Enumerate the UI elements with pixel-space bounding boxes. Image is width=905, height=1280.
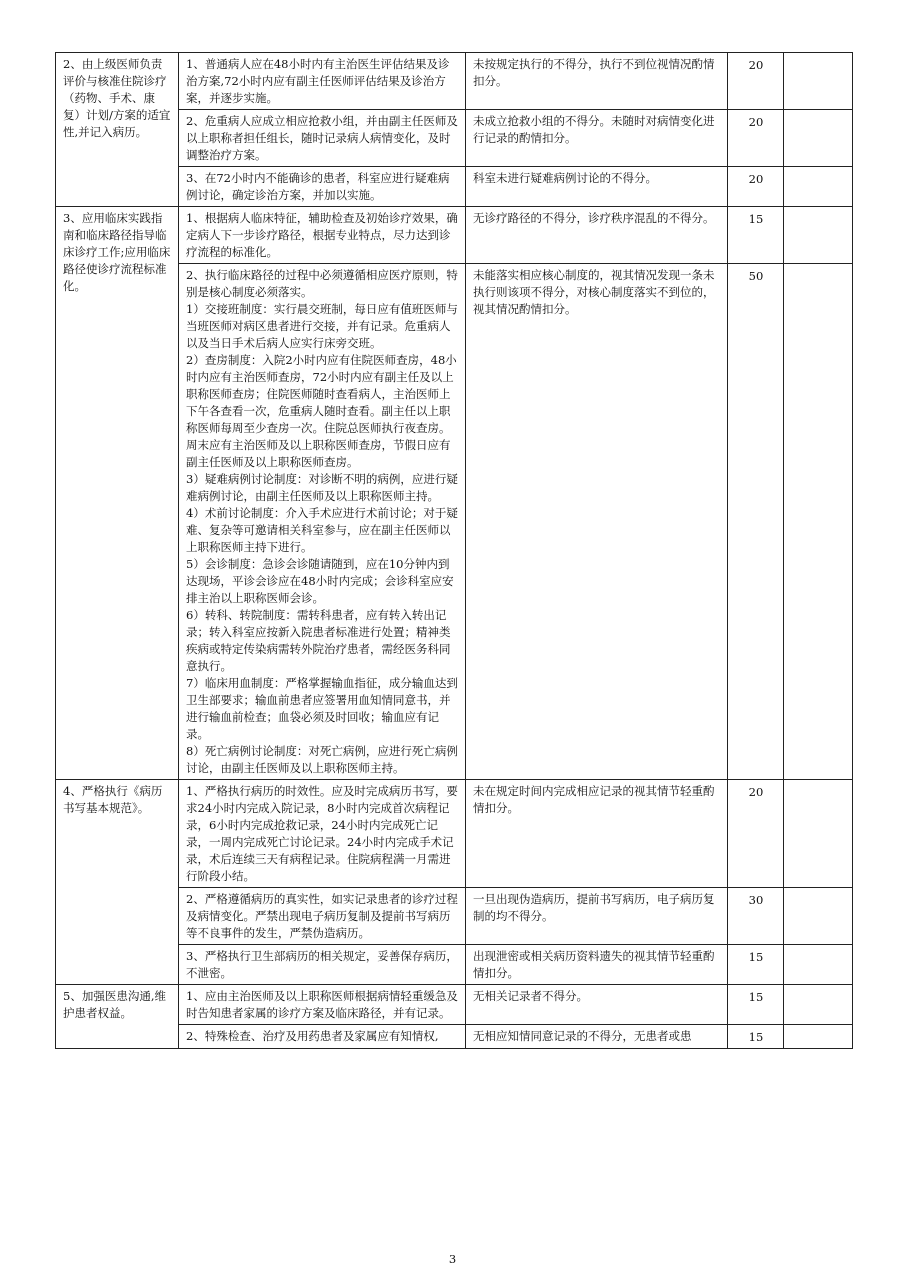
deduction-cell: 未按规定执行的不得分，执行不到位视情况酌情扣分。: [466, 53, 728, 110]
criteria-paragraph: 2）查房制度：入院2小时内应有住院医师查房，48小时内应有主治医师查房，72小时内应有副主任及以上职称医师查房；住院医师随时查看病人，主治医师上下午各查看一次，危重病人随时查看。副主任以上职称医师每周至少查房一次。住院总医师执行夜查房。周末应有主治医师及以上职称医师查房，节假日应有副主任医师及以上职称医师查房。: [186, 353, 457, 469]
criteria-content-cell: [179, 207, 466, 264]
actual-score-cell: [784, 945, 853, 985]
criteria-paragraph: 7）临床用血制度：严格掌握输血指征，成分输血达到卫生部要求；输血前患者应签署用血知情同意书，并进行输血前检查；血袋必须及时回收；输血应有记录。: [186, 676, 458, 741]
criteria-content-cell: [179, 945, 466, 985]
criteria-paragraph: 2、特殊检查、治疗及用药患者及家属应有知情权,: [186, 1029, 439, 1043]
criteria-paragraph: 1、根据病人临床特征，辅助检查及初始诊疗效果，确定病人下一步诊疗路径，根据专业特点，尽力达到诊疗流程的标准化。: [186, 211, 458, 259]
item-cell: 2、由上级医师负责评价与核准住院诊疗（药物、手术、康复）计划/方案的适宜性,并记入病历。: [56, 53, 179, 207]
deduction-cell: 无相应知情同意记录的不得分，无患者或患: [466, 1025, 728, 1049]
table-body: [56, 53, 853, 1049]
table-row: [56, 985, 853, 1025]
actual-score-cell: [784, 264, 853, 780]
score-cell: 15: [728, 1025, 784, 1049]
criteria-paragraph: 4）术前讨论制度：介入手术应进行术前讨论；对于疑难、复杂等可邀请相关科室参与，应在副主任医师以上职称医师主持下进行。: [186, 506, 458, 554]
item-cell: 4、严格执行《病历书写基本规范》。: [56, 780, 179, 985]
criteria-content-cell: [179, 167, 466, 207]
criteria-paragraph: 3、严格执行卫生部病历的相关规定，妥善保存病历，不泄密。: [186, 949, 458, 980]
actual-score-cell: [784, 985, 853, 1025]
criteria-paragraph: 6）转科、转院制度：需转科患者，应有转入转出记录；转入科室应按新入院患者标准进行处置；精神类疾病或特定传染病需转外院治疗患者，需经医务科同意执行。: [186, 608, 451, 673]
criteria-paragraph: 2、执行临床路径的过程中必须遵循相应医疗原则，特别是核心制度必须落实。: [186, 268, 458, 299]
deduction-cell: 未在规定时间内完成相应记录的视其情节轻重酌情扣分。: [466, 780, 728, 888]
page-number: 3: [448, 1252, 457, 1266]
deduction-cell: 未成立抢救小组的不得分。未随时对病情变化进行记录的酌情扣分。: [466, 110, 728, 167]
actual-score-cell: [784, 780, 853, 888]
actual-score-cell: [784, 53, 853, 110]
criteria-paragraph: 3、在72小时内不能确诊的患者，科室应进行疑难病例讨论，确定诊治方案，并加以实施。: [186, 171, 450, 202]
criteria-content-cell: [179, 53, 466, 110]
criteria-paragraph: 5）会诊制度：急诊会诊随请随到，应在10分钟内到达现场，平诊会诊应在48小时内完成；会诊科室应安排主治以上职称医师会诊。: [186, 557, 454, 605]
score-cell: 20: [728, 167, 784, 207]
actual-score-cell: [784, 888, 853, 945]
deduction-cell: 一旦出现伪造病历，提前书写病历，电子病历复制的均不得分。: [466, 888, 728, 945]
table-row: [56, 53, 853, 110]
item-cell: 3、应用临床实践指南和临床路径指导临床诊疗工作;应用临床路径使诊疗流程标准化。: [56, 207, 179, 780]
criteria-paragraph: 1、应由主治医师及以上职称医师根据病情轻重缓急及时告知患者家属的诊疗方案及临床路径，并有记录。: [186, 989, 458, 1020]
criteria-paragraph: 2、严格遵循病历的真实性，如实记录患者的诊疗过程及病情变化。严禁出现电子病历复制及提前书写病历等不良事件的发生，严禁伪造病历。: [186, 892, 458, 940]
item-cell: 5、加强医患沟通,维护患者权益。: [56, 985, 179, 1049]
deduction-cell: 无诊疗路径的不得分，诊疗秩序混乱的不得分。: [466, 207, 728, 264]
actual-score-cell: [784, 167, 853, 207]
table-row: [56, 207, 853, 264]
criteria-paragraph: 3）疑难病例讨论制度：对诊断不明的病例，应进行疑难病例讨论，由副主任医师及以上职称医师主持。: [186, 472, 458, 503]
deduction-cell: 未能落实相应核心制度的，视其情况发现一条未执行则该项不得分，对核心制度落实不到位的，视其情况酌情扣分。: [466, 264, 728, 780]
criteria-content-cell: [179, 1025, 466, 1049]
actual-score-cell: [784, 207, 853, 264]
deduction-cell: 出现泄密或相关病历资料遗失的视其情节轻重酌情扣分。: [466, 945, 728, 985]
score-cell: 20: [728, 53, 784, 110]
evaluation-table: [55, 52, 853, 1049]
score-cell: 15: [728, 985, 784, 1025]
score-cell: 20: [728, 780, 784, 888]
criteria-content-cell: [179, 110, 466, 167]
table-row: [56, 780, 853, 888]
score-cell: 15: [728, 207, 784, 264]
deduction-cell: 无相关记录者不得分。: [466, 985, 728, 1025]
criteria-paragraph: 1、严格执行病历的时效性。应及时完成病历书写，要求24小时内完成入院记录，8小时内完成首次病程记录，6小时内完成抢救记录，24小时内完成死亡记录，一周内完成死亡讨论记录。24小时内完成手术记录，术后连续三天有病程记录。住院病程满一月需进行阶段小结。: [186, 784, 458, 883]
criteria-paragraph: 1、普通病人应在48小时内有主治医生评估结果及诊治方案,72小时内应有副主任医师评估结果及诊治方案，并逐步实施。: [186, 57, 450, 105]
score-cell: 50: [728, 264, 784, 780]
actual-score-cell: [784, 110, 853, 167]
actual-score-cell: [784, 1025, 853, 1049]
criteria-content-cell: [179, 780, 466, 888]
score-cell: 15: [728, 945, 784, 985]
deduction-cell: 科室未进行疑难病例讨论的不得分。: [466, 167, 728, 207]
criteria-content-cell: [179, 888, 466, 945]
document-page: [55, 52, 852, 1049]
criteria-paragraph: 8）死亡病例讨论制度：对死亡病例，应进行死亡病例讨论，由副主任医师及以上职称医师主持。: [186, 744, 458, 775]
score-cell: 30: [728, 888, 784, 945]
criteria-paragraph: 2、危重病人应成立相应抢救小组，并由副主任医师及以上职称者担任组长，随时记录病人病情变化，及时调整治疗方案。: [186, 114, 458, 162]
criteria-content-cell: [179, 985, 466, 1025]
criteria-content-cell: [179, 264, 466, 780]
criteria-paragraph: 1）交接班制度：实行晨交班制，每日应有值班医师与当班医师对病区患者进行交接，并有记录。危重病人以及当日手术后病人应实行床旁交班。: [186, 302, 458, 350]
score-cell: 20: [728, 110, 784, 167]
